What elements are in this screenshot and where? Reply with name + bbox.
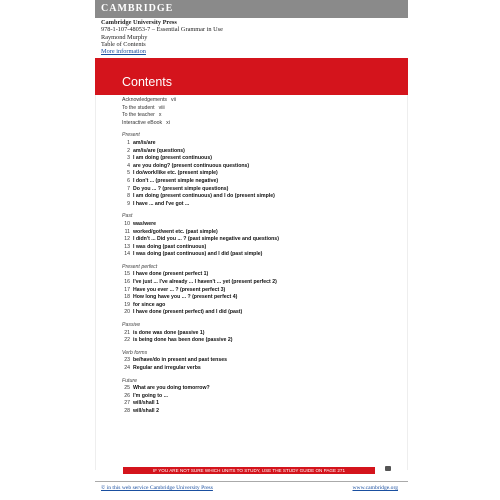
front-matter-item <box>122 105 279 113</box>
unit-entry <box>122 155 279 163</box>
unit-entry <box>122 271 279 279</box>
unit-number: 27 <box>124 400 130 407</box>
unit-title: I am doing (present continuous) <box>133 155 212 162</box>
unit-number: 22 <box>124 337 130 344</box>
book-icon <box>385 466 391 471</box>
section-title: Present <box>122 132 140 139</box>
toc-section <box>122 213 279 259</box>
unit-entry <box>122 229 279 237</box>
unit-entry <box>122 400 279 408</box>
unit-title: I have ... and I've got ... <box>133 200 190 207</box>
unit-number: 12 <box>124 236 130 243</box>
unit-title: is done was done (passive 1) <box>133 329 205 336</box>
unit-entry <box>122 330 279 338</box>
section-name: Table of Contents <box>101 40 146 48</box>
unit-number: 2 <box>127 147 130 154</box>
unit-title: am/is/are <box>133 139 156 146</box>
unit-title: I was doing (past continuous) <box>133 243 207 250</box>
unit-title: Have you ever ... ? (present perfect 3) <box>133 286 226 293</box>
section-title: Past <box>122 213 133 220</box>
unit-number: 28 <box>124 407 130 414</box>
unit-number: 4 <box>127 162 130 169</box>
unit-title: I have done (present perfect 1) <box>133 271 209 278</box>
toc-section <box>122 378 279 416</box>
unit-entry <box>122 163 279 171</box>
unit-entry <box>122 294 279 302</box>
unit-title: I am doing (present continuous) and I do (present simple) <box>133 193 275 200</box>
study-guide-notice: IF YOU ARE NOT SURE WHICH UNITS TO STUDY, USE THE STUDY GUIDE ON PAGE 271 <box>152 468 346 473</box>
unit-number: 20 <box>124 309 130 316</box>
unit-number: 25 <box>124 385 130 392</box>
unit-number: 3 <box>127 155 130 162</box>
unit-number: 13 <box>124 243 130 250</box>
unit-number: 21 <box>124 329 130 336</box>
unit-sections <box>122 132 279 415</box>
front-matter-item <box>122 120 279 128</box>
unit-title: What are you doing tomorrow? <box>133 385 210 392</box>
front-matter-label: Interactive eBook <box>122 119 163 126</box>
unit-number: 18 <box>124 294 130 301</box>
unit-number: 11 <box>124 228 130 235</box>
isbn-title: 978-1-107-48053-7 – Essential Grammar in Use <box>101 26 223 34</box>
unit-entry <box>122 408 279 416</box>
unit-entry <box>122 393 279 401</box>
unit-title: I do/work/like etc. (present simple) <box>133 170 218 177</box>
unit-entry <box>122 287 279 295</box>
unit-number: 24 <box>124 365 130 371</box>
unit-number: 23 <box>124 357 130 364</box>
section-title: Verb forms <box>122 349 148 356</box>
unit-number: 5 <box>127 170 130 177</box>
website-link[interactable]: www.cambridge.org <box>352 485 398 491</box>
section-title: Future <box>122 377 137 384</box>
unit-number: 10 <box>124 220 130 227</box>
unit-number: 19 <box>124 301 130 308</box>
unit-title: Do you ... ? (present simple questions) <box>133 185 229 192</box>
unit-title: I've just ... I've already ... I haven't ... yet (present perfect 2) <box>133 279 277 286</box>
unit-entry <box>122 337 279 345</box>
front-matter-page: viii <box>158 104 165 111</box>
toc-section <box>122 350 279 373</box>
page-title: Contents <box>122 75 173 89</box>
publisher-name: Cambridge University Press <box>101 19 177 26</box>
unit-number: 26 <box>124 392 130 399</box>
unit-title: for since ago <box>133 301 166 308</box>
section-title: Passive <box>122 322 141 329</box>
unit-title: I have done (present perfect) and I did (past) <box>133 309 243 316</box>
unit-title: I don't ... (present simple negative) <box>133 177 219 184</box>
unit-number: 8 <box>127 193 130 200</box>
unit-entry <box>122 148 279 156</box>
unit-number: 16 <box>124 279 130 286</box>
footer-divider <box>95 481 408 482</box>
unit-title: I was doing (past continuous) and I did (past simple) <box>133 251 263 258</box>
unit-number: 15 <box>124 271 130 278</box>
unit-entry <box>122 236 279 244</box>
unit-title: worked/got/went etc. (past simple) <box>133 228 218 235</box>
author-name: Raymond Murphy <box>101 33 148 41</box>
front-matter-page: x <box>158 112 162 119</box>
unit-entry <box>122 309 279 317</box>
unit-number: 9 <box>127 200 130 207</box>
unit-number: 17 <box>124 286 130 293</box>
unit-number: 14 <box>124 251 130 258</box>
unit-entry <box>122 178 279 186</box>
unit-number: 6 <box>127 177 130 184</box>
more-information-link[interactable]: More information <box>101 48 146 56</box>
unit-title: I'm going to ... <box>133 392 168 399</box>
unit-entry <box>122 170 279 178</box>
unit-number: 7 <box>127 185 130 192</box>
unit-entry <box>122 186 279 194</box>
unit-title: will/shall 2 <box>133 407 159 414</box>
unit-entry <box>122 365 279 373</box>
unit-title: How long have you ... ? (present perfect 4) <box>133 294 238 301</box>
section-title: Present perfect <box>122 263 158 270</box>
front-matter-label: Acknowledgements <box>122 97 167 103</box>
table-of-contents <box>122 97 279 416</box>
unit-title: will/shall 1 <box>133 400 159 407</box>
front-matter-list <box>122 97 279 127</box>
front-matter-page: vii <box>170 97 176 103</box>
unit-entry <box>122 302 279 310</box>
unit-title: am/is/are (questions) <box>133 147 185 154</box>
book-metadata <box>101 19 223 55</box>
toc-section <box>122 264 279 317</box>
front-matter-label: To the teacher <box>122 112 155 119</box>
unit-entry <box>122 385 279 393</box>
unit-entry <box>122 279 279 287</box>
front-matter-page: xi <box>166 119 170 126</box>
unit-entry <box>122 251 279 259</box>
unit-entry <box>122 221 279 229</box>
unit-title: is being done has been done (passive 2) <box>133 337 233 344</box>
cambridge-logo: CAMBRIDGE <box>101 3 174 14</box>
unit-entry <box>122 244 279 252</box>
front-matter-item <box>122 112 279 120</box>
unit-entry <box>122 140 279 148</box>
unit-title: be/have/do in present and past tenses <box>133 357 227 364</box>
unit-number: 1 <box>127 139 130 146</box>
front-matter-label: To the student <box>122 104 155 111</box>
toc-section <box>122 322 279 345</box>
copyright-link[interactable]: © in this web service Cambridge University Press <box>101 485 213 491</box>
unit-title: I didn't ... Did you ... ? (past simple negative and questions) <box>133 236 279 243</box>
unit-entry <box>122 357 279 365</box>
unit-entry <box>122 201 279 209</box>
front-matter-item <box>122 97 279 105</box>
unit-title: was/were <box>133 220 157 227</box>
toc-section <box>122 132 279 208</box>
unit-entry <box>122 193 279 201</box>
unit-title: Regular and irregular verbs <box>133 365 201 371</box>
unit-title: are you doing? (present continuous questions) <box>133 162 250 169</box>
